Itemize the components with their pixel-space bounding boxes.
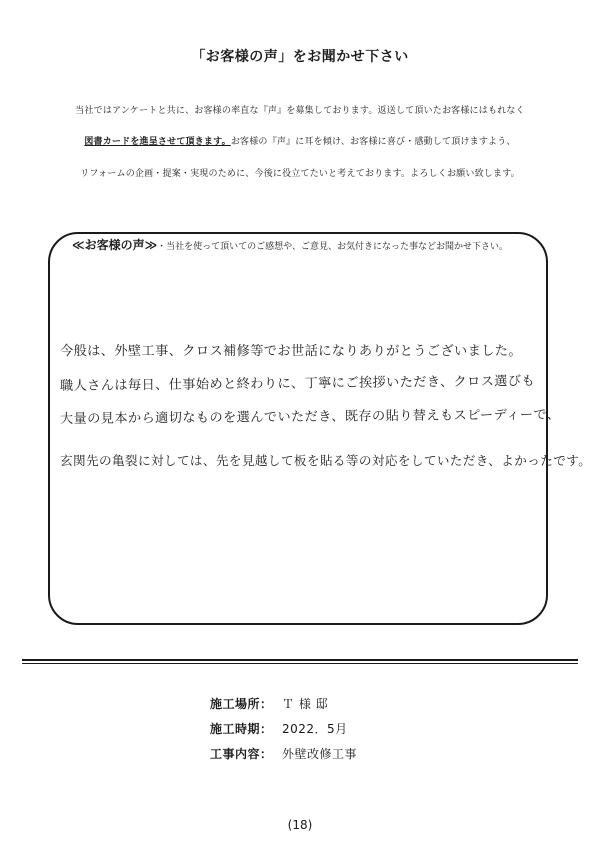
location-label: 施工場所： [210, 697, 273, 711]
work-label: 工事内容： [210, 747, 273, 761]
handwritten-line-1: 今般は、外壁工事、クロス補修等でお世話になりありがとうございました。 [60, 344, 522, 359]
intro-line-2-rest: お客様の『声』に耳を傾け、お客様に喜び・感動して頂けますよう、 [230, 137, 516, 147]
construction-period [210, 720, 348, 737]
period-label: 施工時期： [210, 722, 273, 736]
divider-thin [22, 663, 578, 664]
voice-box-hint: ・当社を使って頂いてのご感想や、ご意見、お気付きになった事などお聞かせ下さい。 [157, 242, 508, 252]
intro-line-1: 当社ではアンケートと共に、お客様の率直な『声』を募集しております。返送して頂いたお客様にはもれなく [75, 106, 525, 116]
period-value: 2022．5月 [282, 722, 348, 736]
intro-line-3: リフォームの企画・提案・実現のために、今後に役立てたいと考えております。よろしくお願い致します。 [80, 169, 520, 179]
voice-box-header [72, 236, 508, 253]
voice-box-label: ≪お客様の声≫ [72, 238, 158, 252]
handwritten-line-4: 玄関先の亀裂に対しては、先を見越して板を貼る等の対応をしていただき、よかったです。 [60, 453, 592, 468]
handwritten-line-3: 大量の見本から適切なものを選んでいただき、既存の貼り替えもスピーディーで、 [59, 407, 561, 427]
work-value: 外壁改修工事 [282, 747, 358, 761]
handwritten-line-2: 職人さんは毎日、仕事始めと終わりに、丁寧にご挨拶いただき、クロス選びも [59, 374, 536, 394]
location-value: Ｔ 様 邸 [282, 697, 329, 711]
page-number: (18) [287, 818, 313, 832]
intro-gift-card-emphasis: 図書カードを進呈させて頂きます。 [84, 137, 231, 147]
intro-line-2 [0, 134, 600, 147]
divider-thick [22, 659, 578, 661]
construction-work [210, 745, 357, 762]
page-title: 「お客様の声」をお聞かせ下さい [191, 49, 409, 65]
construction-location [210, 695, 328, 712]
voice-box [48, 232, 548, 625]
